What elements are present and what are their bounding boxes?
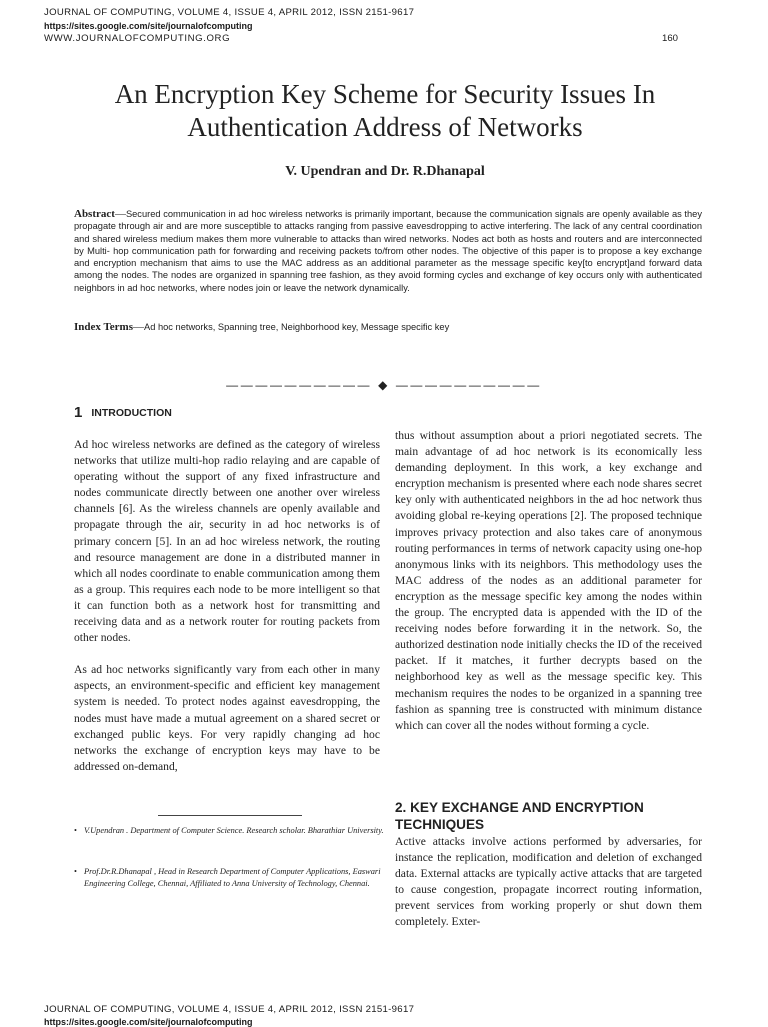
index-terms-text: Ad hoc networks, Spanning tree, Neighborhood key, Message specific key — [144, 322, 450, 332]
page-number: 160 — [661, 33, 678, 44]
abstract-dash: — — [114, 208, 126, 220]
section-2-heading-line-1: 2. KEY EXCHANGE AND ENCRYPTION — [395, 800, 644, 815]
section-1-heading — [74, 404, 172, 422]
paper-authors: V. Upendran and Dr. R.Dhanapal — [285, 164, 485, 179]
abstract-text: Secured communication in ad hoc wireless networks is primarily important, because the communication signals are openly available as they propagate through air and are more susceptible to attacks ranging from passive eavesdropping to active interfering. The lack of any central coordination and shared wireless medium makes them more vulnerable to attacks than wired networks. Nodes act both as hosts and routers and are interconnected by Multi- hop communication path for forwarding and receiving packets to/from other nodes. The objective of this paper is to propose a key exchange and encryption mechanism that aims to use the MAC address as an additional parameter as the message specific key[to encrypt]and forward data among the nodes. The nodes are organized in spanning tree fashion, as they avoid forming cycles and exchange of key occurs only with authenticated neighbors in ad hoc networks, where nodes join or leave the network dynamically. — [74, 209, 702, 293]
index-terms — [74, 321, 702, 333]
abstract-label: Abstract — [74, 208, 115, 220]
journal-site-url[interactable]: https://sites.google.com/site/journalofcomputing — [44, 21, 253, 31]
section-2-heading-line-2: TECHNIQUES — [395, 817, 485, 832]
journal-header: JOURNAL OF COMPUTING, VOLUME 4, ISSUE 4, APRIL 2012, ISSN 2151-9617 — [44, 7, 415, 18]
footnote-bullet: • — [74, 867, 77, 876]
right-column — [395, 428, 702, 734]
footnote-2-text: Prof.Dr.R.Dhanapal , Head in Research Department of Computer Applications, Easwari Engineering College, Chennai, Affiliated to Anna University of Technology, Chennai. — [84, 867, 381, 888]
section-separator: —————————— ◆ —————————— — [226, 378, 542, 392]
intro-paragraph-2: As ad hoc networks significantly vary from each other in many aspects, an environment-specific and efficient key management system is needed. To protect nodes against eavesdropping, the nodes must have made a mutual agreement on a shared secret or exchanged public keys. For very rapidly changing ad hoc networks the exchange of encryption keys may have to be addressed on-demand, — [74, 663, 380, 773]
left-column — [74, 437, 380, 791]
journal-website[interactable]: WWW.JOURNALOFCOMPUTING.ORG — [44, 33, 231, 44]
abstract — [74, 208, 702, 294]
intro-paragraph-3: thus without assumption about a priori negotiated secrets. The main advantage of ad hoc network is its economically less demanding deployment. In this work, a key exchange and encryption mechanism is presented where each node shares secret key only with authenticated neighbors in the ad hoc network thus avoiding global re-keying operations [2]. The proposed technique improves privacy protection and also takes care of anonymous routing performances in terms of network capacity using one-hop anonymous links with its neighbors. This methodology uses the MAC address of the nodes as an additional parameter for encryption as the message specific key among the nodes within the group. The encrypted data is appended with the ID of the receiving nodes before forwarding it in the network. So, the authorized destination node initially checks the ID of the received packet. If it matches, it further decrypts based on the neighborhood key as well as the message specific key. This mechanism requires the nodes to be organized in a spanning tree fashion as spanning tree is constructed with minimum distance which can cover all the nodes without forming a cycle. — [395, 429, 702, 732]
section-1-number: 1 — [74, 404, 83, 421]
index-terms-dash: — — [133, 321, 144, 333]
paper-title — [40, 78, 730, 144]
footnote-rule — [158, 815, 302, 816]
footnote-bullet: • — [74, 826, 77, 835]
footnote-1 — [74, 825, 384, 837]
section-1-title: INTRODUCTION — [91, 407, 172, 419]
title-line-2: Authentication Address of Networks — [187, 112, 583, 142]
index-terms-label: Index Terms — [74, 321, 133, 333]
footnote-2 — [74, 866, 384, 889]
section-2-paragraph: Active attacks involve actions performed by adversaries, for instance the replication, modification and deletion of exchanged data. External attacks are typically active attacks that are targeted to cause congestion, propagate incorrect routing information, prevent services from working properly or shut down them completely. Exter- — [395, 835, 702, 929]
section-2-heading — [395, 799, 705, 833]
section-2-body — [395, 834, 702, 931]
footer-site-url[interactable]: https://sites.google.com/site/journalofcomputing — [44, 1017, 253, 1027]
title-line-1: An Encryption Key Scheme for Security Issues In — [114, 79, 656, 109]
intro-paragraph-1: Ad hoc wireless networks are defined as the category of wireless networks that utilize multi-hop radio relaying and are capable of operating without the support of any fixed infrastructure and nodes communicate directly between one another over wireless channels [6]. As the wireless channels are openly available and propagate through the air, security in ad hoc networks is of primary concern [5]. In an ad hoc wireless network, the routing and resource management are done in a distributed manner in which all nodes coordinate to enable communication among them as a group. This requires each node to be more intelligent so that it can function both as a network host for transmitting and receiving data and as a network router for routing packets from other nodes. — [74, 438, 380, 645]
footnote-1-text: V.Upendran . Department of Computer Science. Research scholar. Bharathiar University. — [84, 826, 384, 835]
journal-footer: JOURNAL OF COMPUTING, VOLUME 4, ISSUE 4, APRIL 2012, ISSN 2151-9617 — [44, 1004, 415, 1015]
